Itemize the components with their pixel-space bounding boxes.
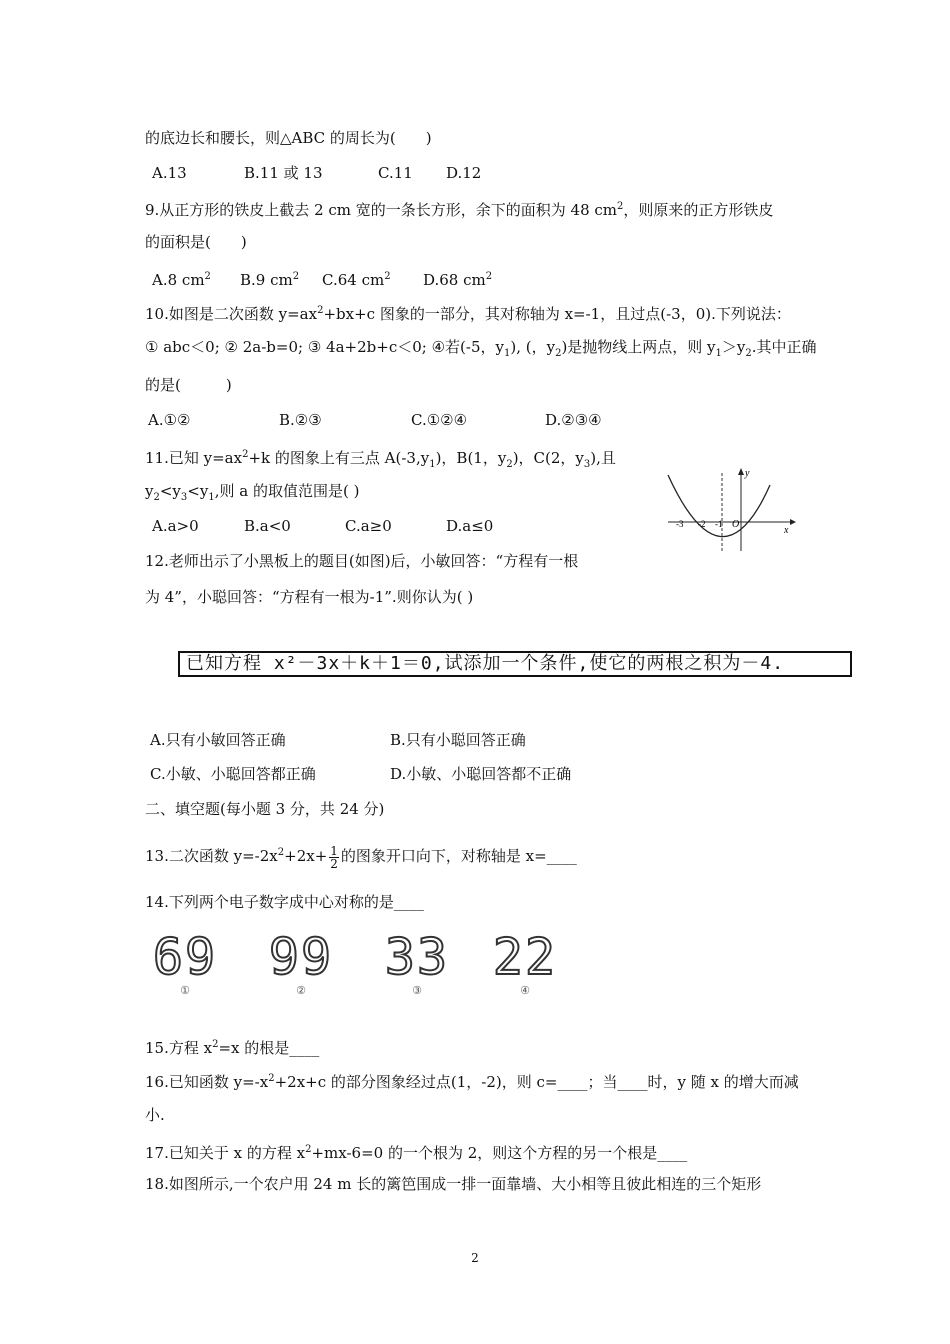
q10-option-d: D.②③④ [545,411,602,429]
tick-label-neg3: -3 [676,519,684,529]
q9-stem-line1: 9.从正方形的铁皮上截去 2 cm 宽的一条长方形，余下的面积为 48 $cm^2$，则原来的正方形铁皮 [145,201,774,219]
x-axis-arrow [790,519,796,525]
q10-stem-line1: 10.如图是二次函数 $y=ax^2+bx+c$ 图象的一部分，其对称轴为 x=-1，且过点(-3，0).下列说法： [145,305,791,323]
digit-pair-2: 99 ② [268,928,334,997]
tick-label-neg1: -1 [715,519,723,529]
fraction-one-half: $\frac{1}{2}$ [330,843,338,871]
x-axis-label: x [784,525,789,536]
q9-option-c: C.64 $cm^2$ [322,271,391,289]
q9-option-d: D.68 $cm^2$ [423,271,493,289]
digit-pair-4: 22 ④ [492,928,558,997]
q8-option-c: C.11 [378,164,413,182]
q8-option-b: B.11 或 13 [244,164,323,182]
q12-option-c: C.小敏、小聪回答都正确 [150,765,316,783]
y-axis-arrow [738,468,744,475]
q17-stem: 17.已知关于 x 的方程 $x^2+mx-6=0$ 的一个根为 2，则这个方程的另一个根是____ [145,1144,688,1162]
q14-stem: 14.下列两个电子数字成中心对称的是____ [145,893,424,911]
q11-stem-line1: 11.已知 $y=ax^2+k$ 的图象上有三点 $A(-3,y_1)$，B(1，$y_2$)，C(2，$y_3$),且 [145,449,616,470]
section-2-heading: 二、填空题(每小题 3 分，共 24 分) [145,800,385,818]
q11-option-a: A.a>0 [152,517,199,535]
q11-option-c: C.a≥0 [345,517,392,535]
parabola-graph [664,465,800,555]
q10-stem-line3: 的是( ) [145,376,232,394]
q8-stem-tail: 的底边长和腰长，则△ABC 的周长为( ) [145,129,432,147]
q12-option-d: D.小敏、小聪回答都不正确 [390,765,572,783]
blackboard-problem: 已知方程 x²－3x＋k＋1＝0,试添加一个条件,使它的两根之积为－4. [178,651,852,677]
q10-option-c: C.①②④ [411,411,468,429]
q12-option-b: B.只有小聪回答正确 [390,731,526,749]
q13-stem: 13.二次函数 $y=-2x^2+2x+$ $\frac{1}{2}$ 的图象开口向下，对称轴是 x=____ [145,843,577,871]
q11-option-d: D.a≤0 [446,517,494,535]
q10-option-b: B.②③ [279,411,322,429]
q10-stem-line2: ① abc＜0; ② 2a-b=0; ③ 4a+2b+c＜0; ④若(-5，$y_1$), (，$y_2$)是抛物线上两点，则 $y_1>y_2$.其中正确 [145,338,817,359]
q9-option-b: B.9 $cm^2$ [240,271,300,289]
q8-option-d: D.12 [446,164,482,182]
q11-stem-line2: $y_2<y_3<y_1$,则 a 的取值范围是( ) [145,482,360,503]
page-number: 2 [471,1251,479,1265]
q9-option-a: A.8 $cm^2$ [152,271,211,289]
q16-stem-line2: 小. [145,1106,165,1124]
q12-stem-line1: 12.老师出示了小黑板上的题目(如图)后，小敏回答：“方程有一根 [145,552,579,570]
q10-option-a: A.①② [148,411,191,429]
digit-pair-1: 69 ① [152,928,218,997]
q12-stem-line2: 为 4”，小聪回答：“方程有一根为-1”.则你认为( ) [145,588,474,606]
q12-option-a: A.只有小敏回答正确 [150,731,286,749]
q8-option-a: A.13 [152,164,187,182]
y-axis-label: y [745,468,750,479]
q9-stem-line2: 的面积是( ) [145,233,247,251]
q15-stem: 15.方程 $x^2=x$ 的根是____ [145,1039,320,1057]
digit-pair-3: 33 ③ [384,928,450,997]
tick-label-neg2: -2 [698,519,706,529]
q18-stem: 18.如图所示,一个农户用 24 m 长的篱笆围成一排一面靠墙、大小相等且彼此相连的三个矩形 [145,1175,762,1193]
q11-option-b: B.a<0 [244,517,291,535]
origin-label: O [732,519,740,530]
q16-stem-line1: 16.已知函数 $y=-x^2+2x+c$ 的部分图象经过点(1，-2)，则 c=____；当____时，y 随 x 的增大而减 [145,1073,799,1091]
